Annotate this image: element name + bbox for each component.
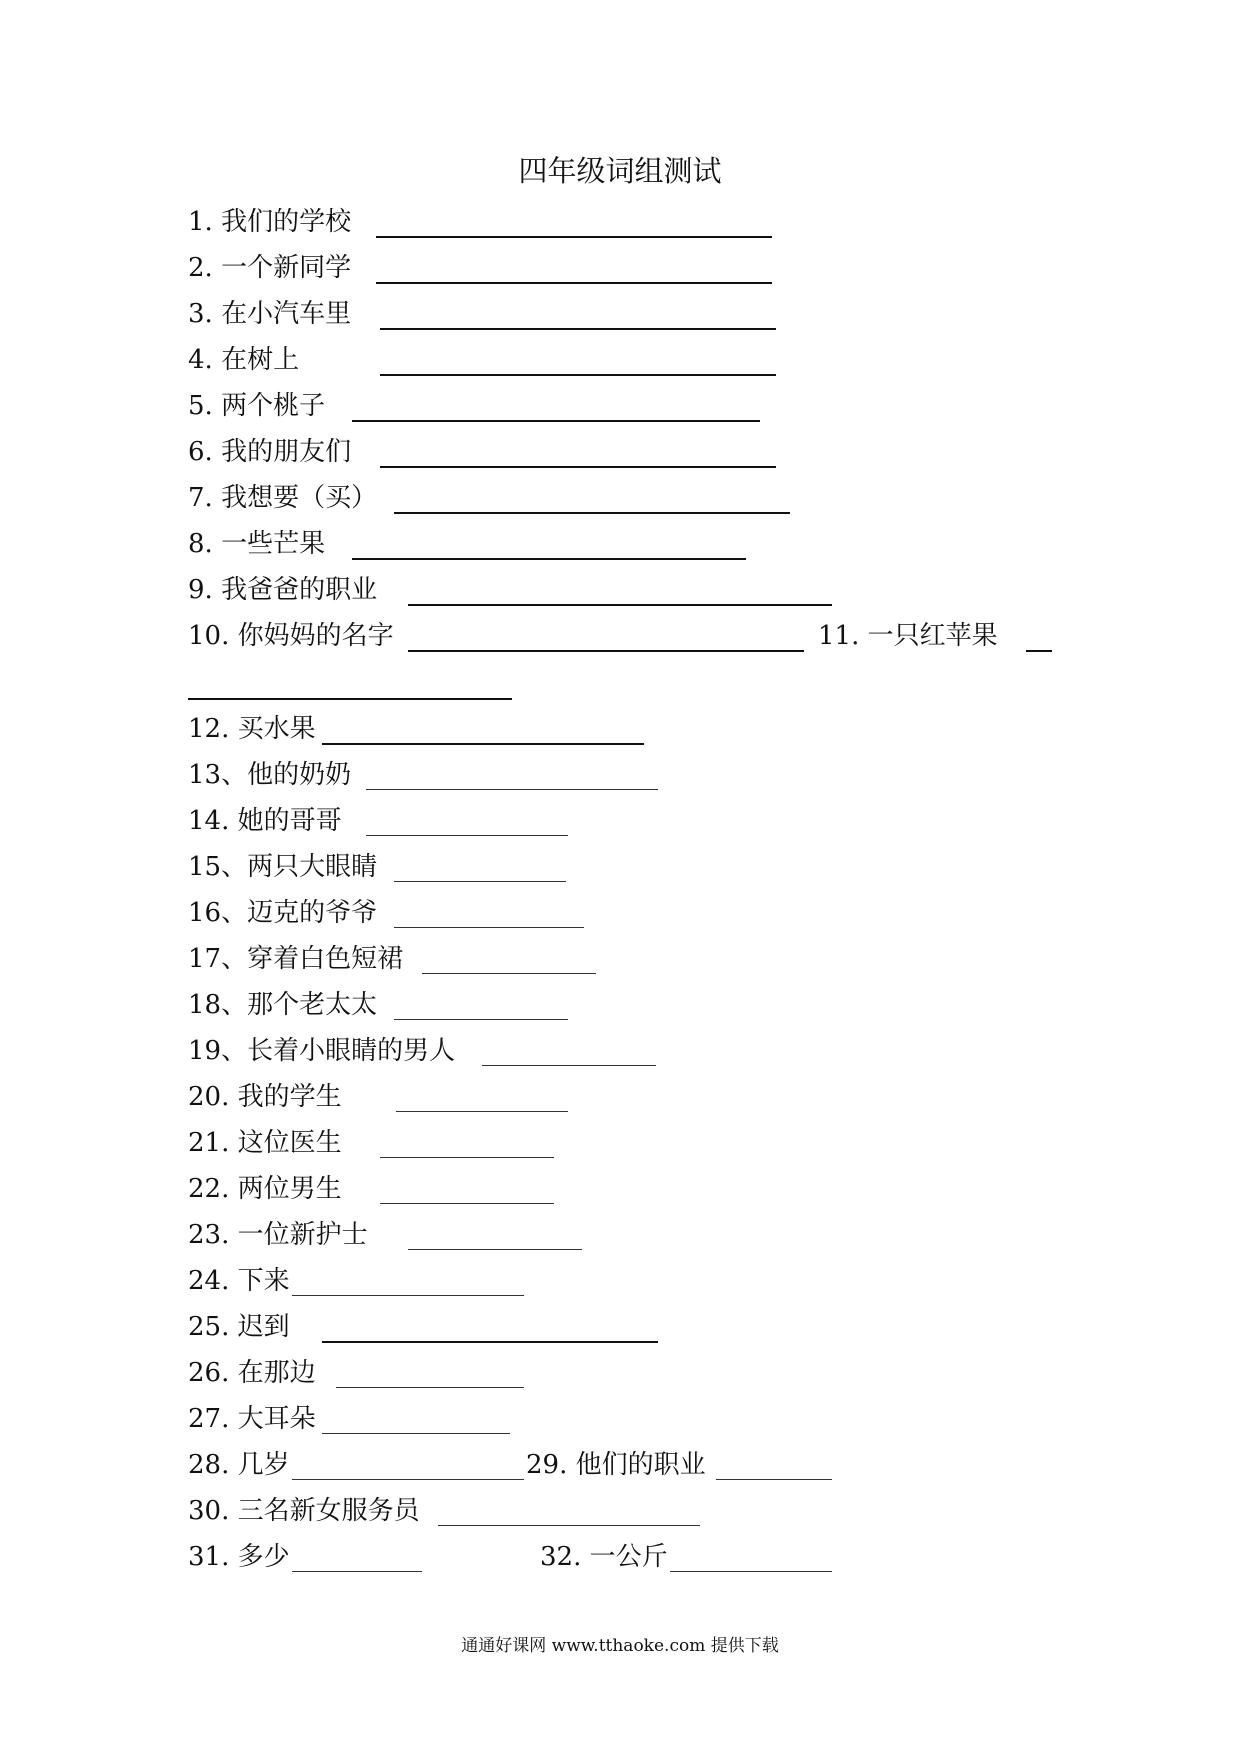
question-5: 5. 两个桃子 <box>188 391 326 421</box>
question-20: 20. 我的学生 <box>188 1082 342 1112</box>
question-13: 13、他的奶奶 <box>188 760 352 790</box>
question-23: 23. 一位新护士 <box>188 1220 368 1250</box>
answer-line-11-start <box>1026 650 1052 652</box>
answer-line-22 <box>380 1203 554 1204</box>
question-6: 6. 我的朋友们 <box>188 437 352 467</box>
answer-line-30 <box>438 1525 700 1526</box>
question-2: 2. 一个新同学 <box>188 253 352 283</box>
answer-line-15 <box>394 881 566 882</box>
answer-line-3 <box>380 328 776 330</box>
answer-line-17 <box>422 973 596 974</box>
question-25: 25. 迟到 <box>188 1312 290 1342</box>
answer-line-2 <box>376 282 772 284</box>
question-15: 15、两只大眼睛 <box>188 852 378 882</box>
question-18: 18、那个老太太 <box>188 990 378 1020</box>
question-12: 12. 买水果 <box>188 714 316 744</box>
answer-line-6 <box>380 466 776 468</box>
answer-line-25 <box>322 1341 658 1343</box>
answer-line-12 <box>322 743 644 745</box>
answer-line-14 <box>366 835 568 836</box>
question-22: 22. 两位男生 <box>188 1174 342 1204</box>
answer-line-8 <box>352 558 746 560</box>
answer-line-18 <box>394 1019 568 1020</box>
footer-credit: 通通好课网 www.tthaoke.com 提供下载 <box>461 1636 779 1656</box>
question-32: 32. 一公斤 <box>540 1542 668 1572</box>
question-27: 27. 大耳朵 <box>188 1404 316 1434</box>
question-24: 24. 下来 <box>188 1266 290 1296</box>
question-7: 7. 我想要（买） <box>188 483 378 513</box>
question-8: 8. 一些芒果 <box>188 529 326 559</box>
question-10: 10. 你妈妈的名字 <box>188 621 394 651</box>
answer-line-10 <box>408 650 804 652</box>
answer-line-7 <box>394 512 790 514</box>
question-26: 26. 在那边 <box>188 1358 316 1388</box>
answer-line-21 <box>380 1157 554 1158</box>
question-9: 9. 我爸爸的职业 <box>188 575 378 605</box>
answer-line-23 <box>408 1249 582 1250</box>
question-29: 29. 他们的职业 <box>526 1450 706 1480</box>
question-1: 1. 我们的学校 <box>188 207 352 237</box>
answer-line-20 <box>396 1111 568 1112</box>
answer-line-24 <box>292 1295 524 1296</box>
question-30: 30. 三名新女服务员 <box>188 1496 420 1526</box>
question-3: 3. 在小汽车里 <box>188 299 352 329</box>
answer-line-16 <box>394 927 584 928</box>
answer-line-1 <box>376 236 772 238</box>
page-title: 四年级词组测试 <box>518 154 722 188</box>
answer-line-11 <box>188 698 512 700</box>
question-31: 31. 多少 <box>188 1542 290 1572</box>
answer-line-29 <box>716 1479 832 1480</box>
question-17: 17、穿着白色短裙 <box>188 944 404 974</box>
question-4: 4. 在树上 <box>188 345 300 375</box>
answer-line-13 <box>366 789 658 790</box>
question-14: 14. 她的哥哥 <box>188 806 342 836</box>
answer-line-26 <box>336 1387 524 1388</box>
question-28: 28. 几岁 <box>188 1450 290 1480</box>
answer-line-19 <box>482 1065 656 1066</box>
question-16: 16、迈克的爷爷 <box>188 898 378 928</box>
answer-line-4 <box>380 374 776 376</box>
answer-line-31 <box>292 1571 422 1572</box>
question-19: 19、长着小眼睛的男人 <box>188 1036 456 1066</box>
question-11: 11. 一只红苹果 <box>818 621 998 651</box>
answer-line-9 <box>408 604 832 606</box>
answer-line-28 <box>292 1479 524 1480</box>
answer-line-27 <box>322 1433 510 1434</box>
answer-line-32 <box>670 1571 832 1572</box>
question-21: 21. 这位医生 <box>188 1128 342 1158</box>
answer-line-5 <box>352 420 760 422</box>
